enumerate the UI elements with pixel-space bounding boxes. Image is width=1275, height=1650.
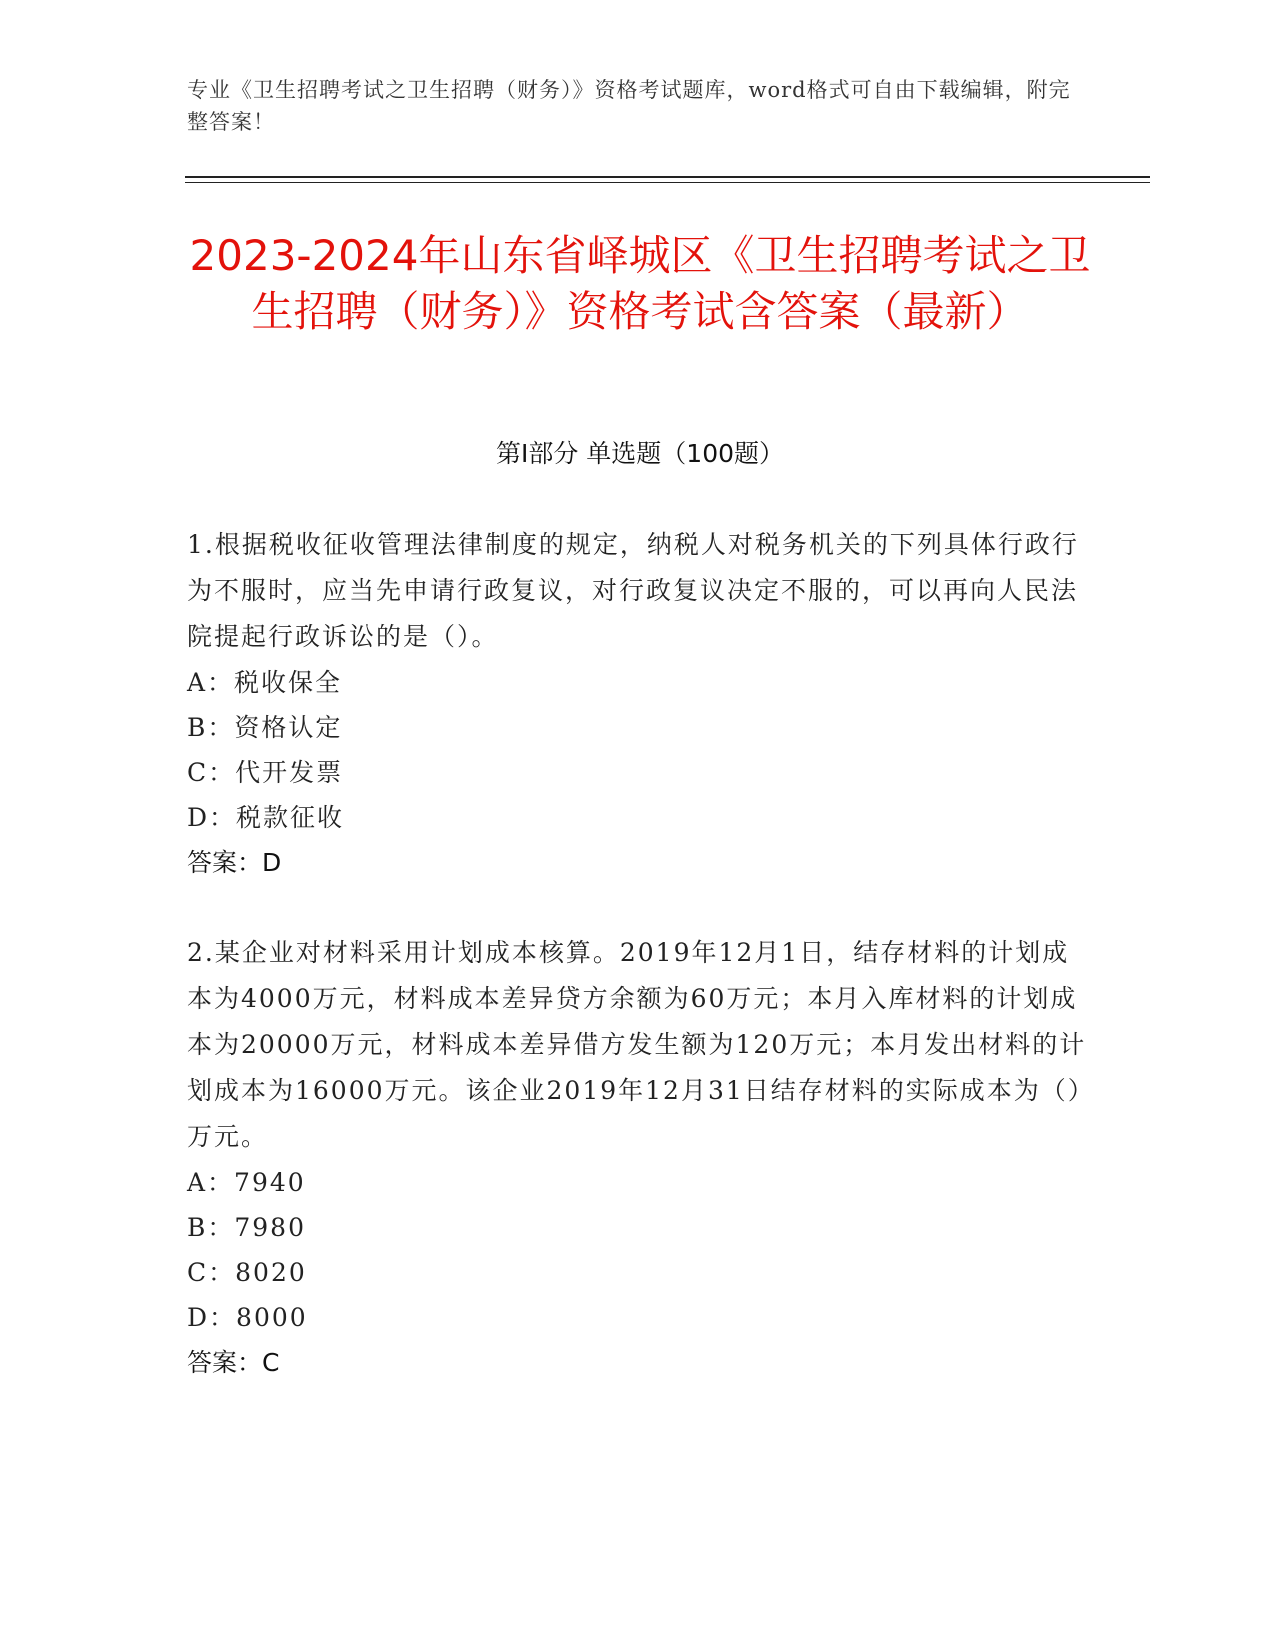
header-divider-thick (185, 176, 1150, 178)
option-a: A：7940 (187, 1168, 306, 1197)
answer: 答案：C (187, 1348, 280, 1377)
answer: 答案：D (187, 848, 282, 877)
section-heading: 第Ⅰ部分 单选题（100题） (495, 439, 785, 468)
option-b: B：7980 (187, 1213, 306, 1242)
document-title: 2023-2024年山东省峄城区《卫生招聘考试之卫生招聘（财务）》资格考试含答案（最新） (189, 231, 1091, 336)
option-c: C：代开发票 (187, 758, 344, 787)
option-b: B：资格认定 (187, 713, 343, 742)
question-stem: 1.根据税收征收管理法律制度的规定，纳税人对税务机关的下列具体行政行为不服时，应当先申请行政复议，对行政复议决定不服的，可以再向人民法院提起行政诉讼的是（）。 (187, 530, 1079, 651)
question-stem: 2.某企业对材料采用计划成本核算。2019年12月1日，结存材料的计划成本为4000万元，材料成本差异贷方余额为60万元；本月入库材料的计划成本为20000万元，材料成本差异借方发生额为120万元；本月发出材料的计划成本为16000万元。该企业2019年12月31日结存材料的实际成本为（）万元。 (187, 938, 1087, 1151)
header-note: 专业《卫生招聘考试之卫生招聘（财务）》资格考试题库，word格式可自由下载编辑，附完整答案！ (187, 78, 1071, 134)
option-d: D：税款征收 (187, 803, 345, 832)
question-2 (187, 930, 1087, 1385)
question-1 (187, 522, 1087, 885)
header-divider-thin (185, 182, 1150, 183)
option-c: C：8020 (187, 1258, 307, 1287)
option-a: A：税收保全 (187, 668, 343, 697)
option-d: D：8000 (187, 1303, 308, 1332)
